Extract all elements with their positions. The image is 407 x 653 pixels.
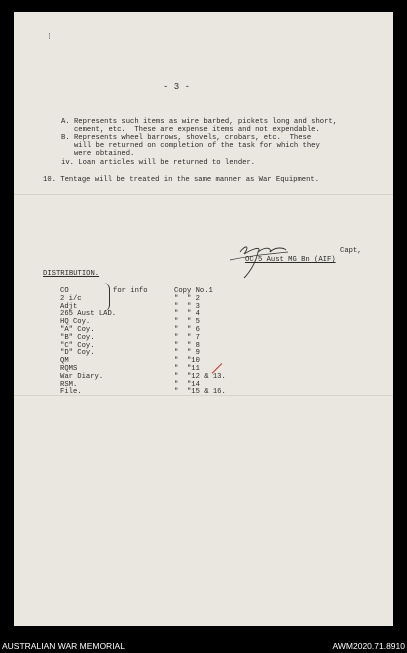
paragraph-line: A. Represents such items as wire barbed, pickets long and short, [61,118,338,126]
distribution-name: "A" Coy. [60,326,95,334]
distribution-copy: " " 9 [174,349,200,358]
paragraph-line: B. Represents wheel barrows, shovels, crobars, etc. These [61,134,312,142]
paragraph-line: cement, etc. These are expense items and not expendable. [61,126,320,134]
distribution-copy: " "10 [174,357,200,366]
distribution-name: RQMS [60,365,78,373]
paragraph-line: were obtained. [61,150,135,158]
footer [0,638,407,653]
distribution-copy: " " 4 [174,310,200,319]
for-info-label: for info [113,287,148,295]
distribution-copy: " " 2 [174,294,200,303]
footer-institution: AUSTRALIAN WAR MEMORIAL [2,641,125,651]
distribution-copy: " " 7 [174,333,200,342]
distribution-name: File. [60,388,82,397]
paragraph-line: will be returned on completion of the task for which they [61,142,320,150]
signature-unit: OC 5 Aust MG Bn (AIF) [245,256,336,264]
distribution-name: "D" Coy. [60,349,95,358]
distribution-copy: " " 3 [174,302,200,311]
distribution-name: 265 Aust LAD. [60,310,117,319]
distribution-copy: " " 5 [174,318,200,327]
distribution-name: War Diary. [60,372,104,381]
distribution-copy: " "11 [174,365,200,373]
distribution-name: Adjt [60,302,78,311]
distribution-name: RSM. [60,380,78,389]
distribution-name: CO [60,287,69,295]
distribution-name: QM [60,357,69,366]
distribution-name: "C" Coy. [60,341,95,350]
signature-rank: Capt, [340,247,362,255]
distribution-name: 2 i/c [60,294,82,303]
paragraph-line: iv. Loan articles will be returned to lender. [61,159,256,167]
distribution-name: "B" Coy. [60,333,95,342]
distribution-name: HQ Coy. [60,318,91,327]
distribution-copy: " " 8 [174,341,200,350]
copy-header: Copy No.1 [174,287,213,295]
punch-mark: ⁝ [48,32,51,42]
brace [103,283,110,311]
distribution-copy: " "15 & 16. [174,388,226,397]
fold-line [14,194,393,195]
distribution-heading: DISTRIBUTION. [43,270,100,278]
footer-accession-number: AWM2020.71.8910 [332,641,405,651]
paragraph-10: 10. Tentage will be treated in the same manner as War Equipment. [43,176,320,184]
distribution-copy: " " 6 [174,326,200,334]
page-number: - 3 - [163,82,191,92]
distribution-copy: " "12 & 13. [174,372,226,381]
distribution-copy: " "14 [174,380,200,389]
